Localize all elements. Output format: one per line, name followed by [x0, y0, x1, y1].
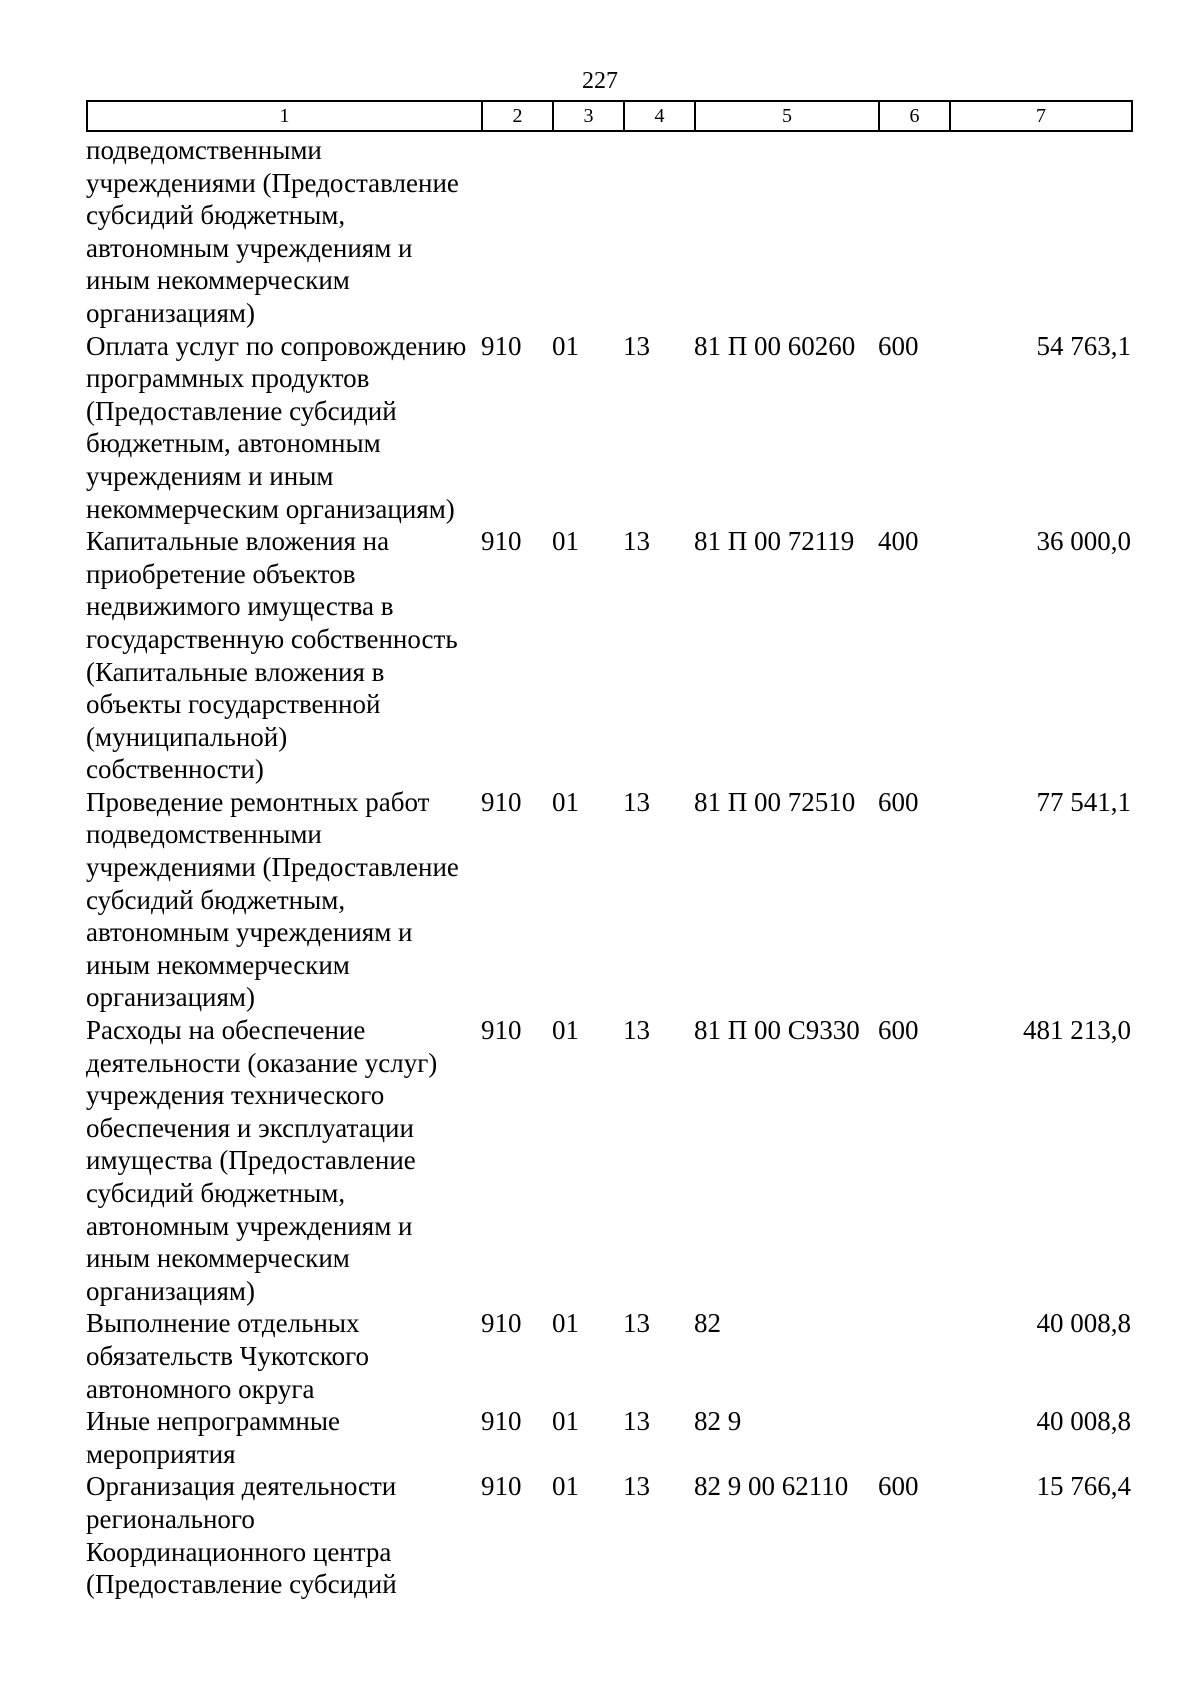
row-subsection-cell: 13 — [623, 330, 650, 361]
row-subsection-cell — [623, 134, 694, 330]
row-name-cell: Выполнение отдельных обязательств Чукотского автономного округа — [86, 1308, 369, 1404]
table-row — [86, 525, 1131, 786]
row-section-cell: 01 — [552, 1015, 579, 1046]
row-section-cell: 01 — [552, 1308, 579, 1339]
row-subsection-cell: 13 — [623, 1406, 650, 1437]
row-amount-cell: 40 008,8 — [1036, 1406, 1131, 1437]
row-section-cell: 01 — [552, 786, 579, 817]
row-amount-cell: 77 541,1 — [1036, 786, 1131, 817]
table-row — [86, 786, 1131, 1014]
row-target-article-cell: 81 П 00 72510 — [694, 786, 856, 817]
row-name-cell: Расходы на обеспечение деятельности (оказание услуг) учреждения технического обеспечения и эксплуатации имущества (Предоставление субсидий бюджетным, автономным учреждениям и иным некоммерческим организациям) — [86, 1015, 438, 1306]
row-expense-type-cell: 400 — [878, 526, 919, 557]
column-header-row — [86, 100, 1133, 132]
row-section-cell: 01 — [552, 1406, 579, 1437]
row-subsection-cell: 13 — [623, 1308, 650, 1339]
table-row — [86, 134, 1131, 330]
row-expense-type-cell — [878, 1307, 949, 1405]
row-subsection-cell: 13 — [623, 1471, 650, 1502]
table-row — [86, 1014, 1131, 1307]
table-row — [86, 1307, 1131, 1405]
row-target-article-cell: 82 9 00 62110 — [694, 1471, 849, 1502]
column-header-6: 6 — [879, 101, 950, 131]
row-target-article-cell: 82 9 — [694, 1406, 742, 1437]
row-ministry-cell: 910 — [481, 526, 522, 557]
page-number: 227 — [582, 68, 618, 94]
row-target-article-cell: 81 П 00 60260 — [694, 330, 856, 361]
row-expense-type-cell: 600 — [878, 1471, 919, 1502]
row-target-article-cell: 81 П 00 72119 — [694, 526, 855, 557]
row-target-article-cell: 81 П 00 С9330 — [694, 1015, 860, 1046]
row-subsection-cell: 13 — [623, 1015, 650, 1046]
row-amount-cell: 15 766,4 — [1036, 1471, 1131, 1502]
row-expense-type-cell — [878, 1405, 949, 1470]
row-amount-cell: 40 008,8 — [1036, 1308, 1131, 1339]
row-ministry-cell: 910 — [481, 1471, 522, 1502]
row-section-cell — [552, 134, 623, 330]
row-amount-cell: 54 763,1 — [1036, 330, 1131, 361]
budget-table — [86, 134, 1131, 1601]
row-name-cell: Иные непрограммные мероприятия — [86, 1406, 341, 1469]
column-header-1: 1 — [87, 101, 482, 131]
row-subsection-cell: 13 — [623, 526, 650, 557]
row-name-cell: Оплата услуг по сопровождению программных продуктов (Предоставление субсидий бюджетным, автономным учреждениям и иным некоммерческим организациям) — [86, 330, 467, 524]
row-ministry-cell: 910 — [481, 330, 522, 361]
row-expense-type-cell: 600 — [878, 786, 919, 817]
row-section-cell: 01 — [552, 1471, 579, 1502]
row-expense-type-cell: 600 — [878, 330, 919, 361]
row-subsection-cell: 13 — [623, 786, 650, 817]
column-header-4: 4 — [624, 101, 695, 131]
row-ministry-cell: 910 — [481, 1308, 522, 1339]
row-target-article-cell — [694, 134, 878, 330]
row-ministry-cell — [481, 134, 552, 330]
row-expense-type-cell: 600 — [878, 1015, 919, 1046]
row-amount-cell — [949, 134, 1131, 330]
row-amount-cell: 481 213,0 — [1023, 1015, 1131, 1046]
row-ministry-cell: 910 — [481, 786, 522, 817]
row-name-cell: Капитальные вложения на приобретение объектов недвижимого имущества в государственную собственность (Капитальные вложения в объекты государственной (муниципальной) собственности) — [86, 526, 458, 785]
row-target-article-cell: 82 — [694, 1308, 721, 1339]
row-amount-cell: 36 000,0 — [1036, 526, 1131, 557]
row-section-cell: 01 — [552, 330, 579, 361]
column-header-7: 7 — [950, 101, 1132, 131]
table-row — [86, 1405, 1131, 1470]
row-name-cell: Организация деятельности регионального Координационного центра (Предоставление субсидий — [86, 1471, 397, 1600]
row-expense-type-cell — [878, 134, 949, 330]
row-ministry-cell: 910 — [481, 1015, 522, 1046]
column-header-5: 5 — [695, 101, 879, 131]
column-header-3: 3 — [553, 101, 624, 131]
row-name-cell: подведомственными учреждениями (Предоставление субсидий бюджетным, автономным учреждениям и иным некоммерческим организациям) — [86, 135, 459, 328]
row-ministry-cell: 910 — [481, 1406, 522, 1437]
column-header-2: 2 — [482, 101, 553, 131]
table-row — [86, 330, 1131, 526]
row-name-cell: Проведение ремонтных работ подведомственными учреждениями (Предоставление субсидий бюджетным, автономным учреждениям и иным некоммерческим организациям) — [86, 786, 459, 1013]
table-row — [86, 1470, 1131, 1600]
row-section-cell: 01 — [552, 526, 579, 557]
